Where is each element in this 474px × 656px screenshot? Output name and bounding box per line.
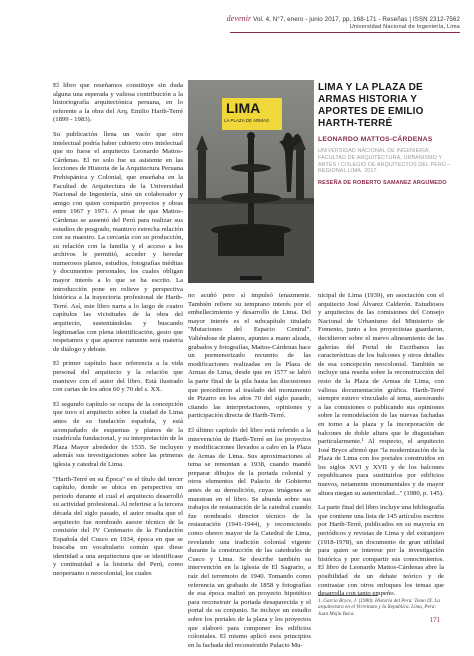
book-cover-image [188, 80, 314, 283]
cover-subtitle: LA PLAZA DE ARMAS [224, 118, 270, 123]
paragraph: no acuñó pero sí impulsó tenazmente. También refiere su temprano interés por el embellecimiento y desarrollo de Lima. Del mayor interés es el subcapítulo titulado "Mutaciones del Espacio Central". Valiéndose de planos, apuntes a mano alzada, grabados y fotografías, Mattos-Cárdenas hace un pormenorizado recuento de las modificaciones realizadas en la Plaza de Armas de Lima, desde que en 1577 se labró la parte final de la pila hasta las discusiones que precedieron al traslado del monumento de Pizarro en los años 70 del siglo pasado, citando las interpretaciones, opiniones y participación directa de Harth-Terré. [188, 292, 311, 420]
paragraph: nicipal de Lima (1939), en asociación con el arquitecto José Álvarez Calderón. Estudiosos y arquitectos de las comisiones del Consejo Nacional de Urbanismo del Ministerio de Fomento, junto a los proyectistas guardaron, decidieron sobre el nuevo alineamiento de las galerías del Portal de Escribanos las características de los balcones y otros detalles de esa concepción neocolonial. También se incluye una reseña sobre la reconstrucción del resto de la Plaza de Armas de Lima, con valiosa documentación gráfica. Harth-Terré siempre estuvo vinculado al tema, asesorando a las comisiones o publicando sus opiniones sobre la remodelación de las nuevas fachadas en torno a la plaza y la incorporación de balcones de doble altura que le disgustaban particularmente.¹ Al respecto, el arquitecto José Bryce afirmó que "la modernización de la Plaza de Lima con los portales construidos en los siglos XVI y XVII y de los balcones republicanos para sustituirlos por edificios nuevos, netamente monumentales y de mayor altura niegan su autenticidad..." (1980, p. 145). [318, 292, 444, 497]
text-column-3 [318, 292, 444, 605]
header-university: Universidad Nacional de Ingeniería, Lima [349, 24, 460, 30]
footnote: 1. García Bryce, J. (1980). Historia del Perú: Tomo IX. La arquitectura en el Virreinato y la República. Lima, Perú: Juan Mejía Baca. [318, 598, 440, 617]
cover-title: LIMA [226, 100, 261, 116]
text-column-1 [53, 82, 183, 585]
text-column-2 [188, 292, 311, 656]
review-heading [318, 82, 452, 186]
book-author: LEONARDO MATTOS-CÁRDENAS [318, 136, 433, 143]
reviewer-credit: RESEÑA DE ROBERTO SAMANEZ ARGUMEDO [318, 180, 447, 187]
page-header [227, 14, 460, 33]
paragraph: El libro que reseñamos constituye sin duda alguna una esperada y valiosa contribución a la historiografía arquitectónica peruana, en lo referente a la obra del Arq. Emilio Harth-Terré (1899 - 1983). [53, 82, 183, 124]
paragraph: La parte final del libro incluye una bibliografía que contiene una lista de 145 artículos escritos por Harth-Terré, publicados en su mayoría en periódicos y revistas de Lima y del extranjero (1918-1978), un documento de gran utilidad para quien se interese por la investigación histórica y por compartir sus conocimientos. El libro de Leonardo Mattos-Cárdenas abre la posibilidad de un debate teórico y de contrastar con otros enfoques los temas que desarrolla con tanto empeño. [318, 504, 444, 598]
header-journal-line [227, 14, 460, 23]
paragraph: El último capítulo del libro está referido a la intervención de Harth-Terré en los proyectos y modificaciones llevados a cabo en la Plaza de Armas de Lima. Sus aproximaciones al tema se remontan a 1938, cuando mandó preparar dibujos de la portada colonial y otros elementos del Palacio de Gobierno antes de su demolición, cuyas imágenes se muestran en el libro. Se abunda sobre sus trabajos de restauración de la catedral cuando fue nombrado director técnico de la restauración (1941-1944), y reconociendo como obrero mayor de la Catedral de Lima, revelando una tradición colonial vigente durante la construcción de las catedrales de Cusco y Lima. Se describe también su intervención en la iglesia de El Sagrario, a raíz del terremoto de 1940. Tomando como referencia un grabado de 1858 y fotografías de esa época realizó un proyecto hipotético para reconstruir la portada desaparecida y el portal de su conjunto. Se incluye un estudio sobre los portales de la plaza y los proyectos que elaboró para componer los edificios coloniales. El mismo aplicó esos principios en la fachada del reconstruido Palacio Mu- [188, 426, 311, 649]
journal-name: devenir [226, 14, 252, 23]
journal-issue-info: Vol. 4, N°7, enero - junio 2017, pp. 168-171 - Reseñas | ISSN 2312-7562 [253, 16, 460, 23]
cover-base-band [240, 276, 262, 280]
paragraph: El segundo capítulo se ocupa de la concepción que tuvo el arquitecto sobre la ciudad de Lima antes de su fundación española, y está acompañado de esquemas y planos de la cuadrícula fundacional, y su interpretación de la Plaza Mayor alrededor de 1535. Se incluyen además sus investigaciones sobre las primeras iglesia y catedral de Lima. [53, 400, 183, 468]
review-title: LIMA Y LA PLAZA DE ARMAS HISTORIA Y APORTES DE EMILIO HARTH-TERRÉ [318, 82, 424, 129]
paragraph: El primer capítulo hace referencia a la vida personal del arquitecto y la relación que mantuvo con el autor del libro. Está ilustrado con cartas de los años 60 y 70 del s. XX. [53, 360, 183, 394]
paragraph: Su publicación llena un vacío que otro intelectual podría haber cubierto otro intelectual que no fuese el arquitecto Leonardo Mattos-Cárdenas. El no solo fue su asistente en las lecciones de Historia de la Arquitectura Peruana Prehispánica y Colonial, que enseñaba en la Facultad de Arquitectura de la Universidad Nacional de Ingeniería, sino un colaborador y amigo con quien compartió proyectos y obras entre 1967 y 1971. A pesar de que Mattos-Cárdenas se ausentó del Perú para realizar sus estudios de posgrado, mantuvo estrecha relación con su maestro. La cercanía con su producción, su relación con la familia y el acceso a los archivos le permitió, acceder y heredar numerosos planos, estudios, fotografías inéditas y documentos personales, los cuales obligan mayor interés a lo que se ha escrito. La introducción pone en relieve y perspectiva histórica a la trayectoria profesional de Harth-Terré. Así, este libro narra a lo largo de cuatro capítulos las vicisitudes de la obra del arquitecto, sustentándolas y buscando legitimarlas con plena identificación, gesto que respetamos y que aparece ramente será materia de diálogo y debate. [53, 130, 183, 353]
paragraph: "Harth-Terré en su Época" es el título del tercer capítulo, donde se ubica en perspectiva un periodo durante el cual el arquitecto desarrolló su actividad profesional. Al referirse a la tercera década del siglo pasado, el autor resalta que el arquitecto fue nombrado asesor técnico de la comisión del IV Centenario de la Fundación Española del Cusco en 1934, época en que se buscaba un vocabulario común que diese identidad a una arquitectura que se identificase y continuidad a la historia del Perú, como neoperuano o neocolonial, los cuales [53, 475, 183, 578]
publisher-info: UNIVERSIDAD NACIONAL DE INGENIERÍA, FACULTAD DE ARQUITECTURA, URBANISMO Y ARTES / COLEGIO DE ARQUITECTOS DEL PERÚ – REGIONAL LIMA. 2017. [318, 148, 451, 175]
page-number: 171 [429, 616, 440, 624]
footnote-divider [318, 595, 378, 596]
header-rule [230, 32, 460, 33]
